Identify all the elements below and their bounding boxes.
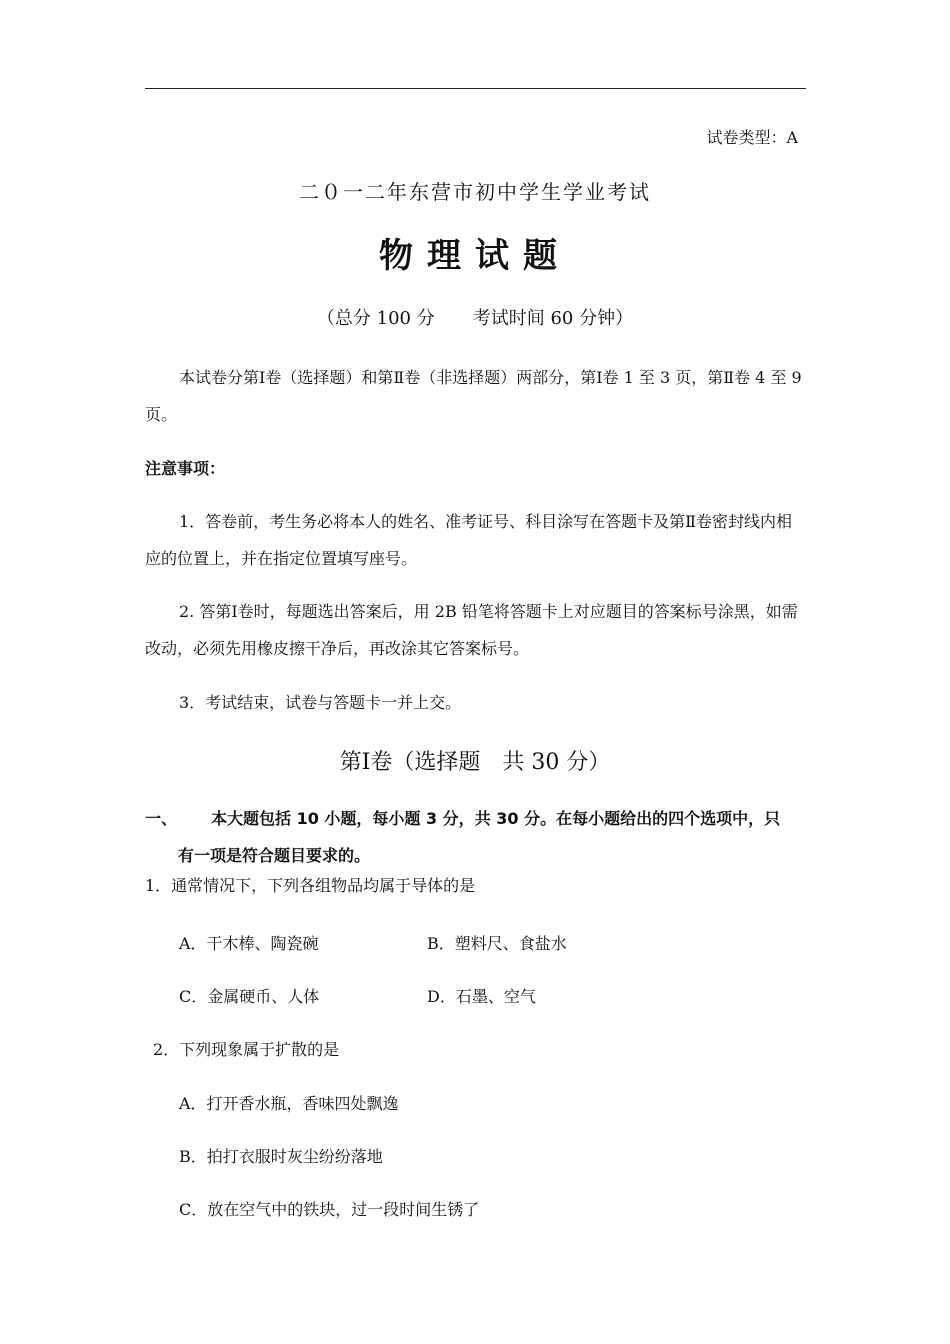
question-1-option-c: C．金属硬币、人体 xyxy=(179,987,320,1006)
section-text-line1: 本大题包括 10 小题，每小题 3 分，共 30 分。在每小题给出的四个选项中，只 xyxy=(211,809,781,828)
question-2-stem: 2．下列现象属于扩散的是 xyxy=(153,1040,340,1059)
part1-title: 第Ⅰ卷（选择题 共 30 分） xyxy=(339,750,611,775)
question-2-option-b: B．拍打衣服时灰尘纷纷落地 xyxy=(179,1147,383,1166)
notes-heading: 注意事项： xyxy=(145,459,226,478)
question-1-option-b: B．塑料尺、食盐水 xyxy=(427,934,567,953)
note-item-1: 1．答卷前，考生务必将本人的姓名、准考证号、科目涂写在答题卡及第Ⅱ卷密封线内相应的位置上，并在指定位置填写座号。 xyxy=(145,512,793,568)
total-score: （总分 100 分 xyxy=(316,308,435,329)
exam-name: 二０一二年东营市初中学生学业考试 xyxy=(299,180,651,204)
paper-type-label: 试卷类型：A xyxy=(706,128,798,147)
question-2-option-a: A．打开香水瓶，香味四处飘逸 xyxy=(179,1094,399,1113)
header-rule xyxy=(145,88,806,89)
question-1-option-d: D．石墨、空气 xyxy=(427,987,536,1006)
section-text-line2: 有一项是符合题目要求的。 xyxy=(178,846,371,865)
subject-title: 物理试题 xyxy=(379,236,571,276)
intro-paragraph: 本试卷分第Ⅰ卷（选择题）和第Ⅱ卷（非选择题）两部分，第Ⅰ卷 1 至 3 页，第Ⅱ卷 4 至 9 页。 xyxy=(145,368,802,424)
exam-time: 考试时间 60 分钟） xyxy=(472,308,634,329)
question-2-option-c: C．放在空气中的铁块，过一段时间生锈了 xyxy=(179,1200,480,1219)
note-item-2: 2. 答第Ⅰ卷时，每题选出答案后，用 2B 铅笔将答题卡上对应题目的答案标号涂黑，如需改动，必须先用橡皮擦干净后，再改涂其它答案标号。 xyxy=(145,602,798,658)
question-1-stem: 1．通常情况下，下列各组物品均属于导体的是 xyxy=(145,876,476,895)
score-time-line xyxy=(0,304,950,330)
question-1-option-a: A．干木棒、陶瓷碗 xyxy=(179,934,319,953)
note-item-3: 3．考试结束，试卷与答题卡一并上交。 xyxy=(179,693,462,712)
section-instructions xyxy=(145,800,806,874)
section-number: 一、 xyxy=(145,809,178,828)
